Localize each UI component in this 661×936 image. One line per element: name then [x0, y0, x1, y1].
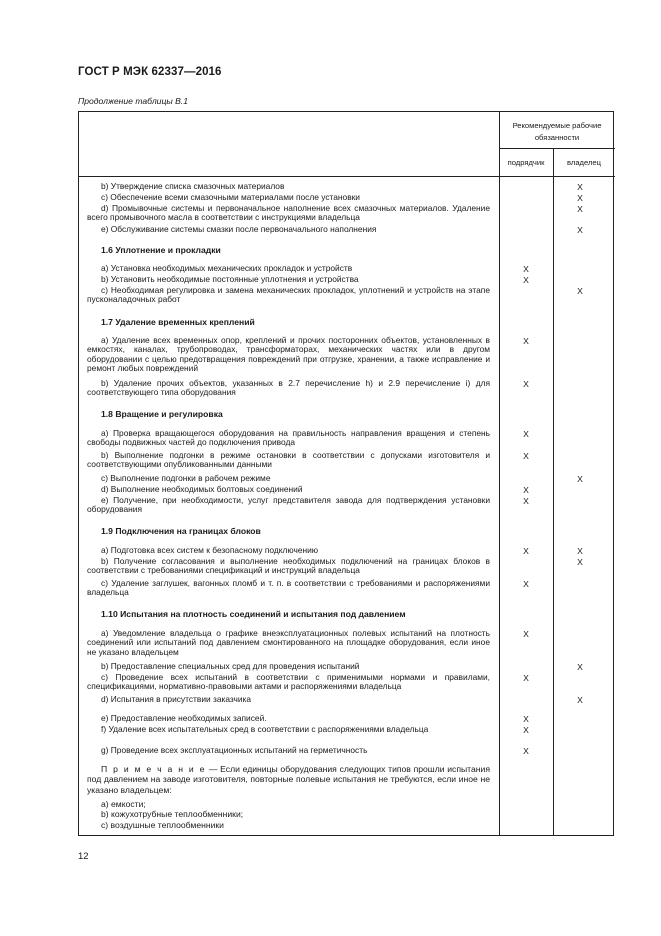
- contractor-mark: X: [523, 629, 529, 639]
- header-bottom-line: [79, 176, 615, 177]
- contractor-mark: X: [523, 746, 529, 756]
- row-text: d) Испытания в присутствии заказчика: [101, 694, 252, 704]
- contractor-mark: X: [523, 725, 529, 735]
- contractor-column-header: подрядчик: [507, 158, 545, 167]
- owner-mark: X: [577, 182, 583, 192]
- owner-mark: X: [577, 695, 583, 705]
- owner-column-header: владелец: [567, 158, 601, 167]
- column-divider: [553, 148, 554, 835]
- row-text: a) Установка необходимых механических прокладок и устройств: [101, 263, 353, 273]
- table-continuation-label: Продолжение таблицы В.1: [78, 96, 188, 106]
- row-text: b) Предоставление специальных сред для проведения испытаний: [101, 661, 360, 671]
- owner-mark: X: [577, 204, 583, 214]
- row-text: d) Выполнение необходимых болтовых соединений: [101, 484, 303, 494]
- contractor-mark: X: [523, 546, 529, 556]
- owner-mark: X: [577, 662, 583, 672]
- row-text: c) Выполнение подгонки в рабочем режиме: [101, 473, 271, 483]
- contractor-mark: X: [523, 451, 529, 461]
- document-title: ГОСТ Р МЭК 62337—2016: [78, 66, 222, 78]
- section-heading: 1.7 Удаление временных креплений: [101, 317, 255, 327]
- row-text: c) Проведение всех испытаний в соответствии с применимыми нормами и правилами, спецификациями, нормативно-правовыми актами и распоряжениями владельца: [87, 672, 490, 692]
- row-text: b) Получение согласования и выполнение необходимых подключений на границах блоков в соответствии с требованиями спецификаций и инструкций владельца: [87, 556, 490, 576]
- contractor-mark: X: [523, 485, 529, 495]
- row-text: b) Утверждение списка смазочных материалов: [101, 181, 285, 191]
- contractor-mark: X: [523, 379, 529, 389]
- owner-mark: X: [577, 474, 583, 484]
- owner-mark: X: [577, 193, 583, 203]
- owner-mark: X: [577, 557, 583, 567]
- note-body: — Если единицы оборудования следующих типов прошли испытания под давлением на заводе изготовителя, повторные полевые испытания не требуются, если иное не указано владельцем:: [87, 764, 491, 795]
- contractor-mark: X: [523, 579, 529, 589]
- note-list: [101, 799, 481, 830]
- row-text: g) Проведение всех эксплуатационных испытаний на герметичность: [101, 745, 368, 755]
- note-text: [87, 764, 490, 795]
- owner-mark: X: [577, 286, 583, 296]
- recommended-duties-header: Рекомендуемые рабочие обязанности: [512, 121, 602, 142]
- contractor-mark: X: [523, 496, 529, 506]
- row-text: a) Уведомление владельца о графике внеэксплуатационных полевых испытаний на плотность соединений или испытаний под давлением смонтированного на площадке оборудования, если иное не указано владельцем: [87, 628, 490, 657]
- owner-mark: X: [577, 225, 583, 235]
- note-label: П р и м е ч а н и е: [101, 764, 207, 774]
- page-number: 12: [78, 851, 89, 862]
- row-text: f) Удаление всех испытательных сред в соответствии с распоряжениями владельца: [101, 724, 429, 734]
- column-divider: [499, 112, 500, 835]
- row-text: c) Удаление заглушек, вагонных пломб и т. п. в соответствии с требованиями и распоряжениями владельца: [87, 578, 490, 598]
- note-list-item: c) воздушные теплообменники: [101, 819, 224, 830]
- header-divider: [499, 148, 615, 149]
- owner-mark: X: [577, 546, 583, 556]
- section-heading: 1.8 Вращение и регулировка: [101, 409, 223, 419]
- row-text: e) Предоставление необходимых записей.: [101, 713, 267, 723]
- row-text: c) Обеспечение всеми смазочными материалами после установки: [101, 192, 360, 202]
- responsibility-table: [78, 111, 614, 836]
- row-text: a) Удаление всех временных опор, креплений и прочих посторонних объектов, установленных в емкостях, каналах, трубопроводах, трансформаторах, механических частях или в другом оборудовании с целью предотвращения повреждений при отгрузке, хранении, а также исправление и ремонт любых повреждений: [87, 335, 490, 374]
- row-text: b) Установить необходимые постоянные уплотнения и устройства: [101, 274, 359, 284]
- section-heading: 1.9 Подключения на границах блоков: [101, 526, 261, 536]
- row-text: b) Выполнение подгонки в режиме остановки в соответствии с допусками изготовителя и соответствующими опубликованными данными: [87, 450, 490, 470]
- section-heading: 1.6 Уплотнение и прокладки: [101, 245, 221, 255]
- contractor-mark: X: [523, 673, 529, 683]
- row-text: a) Проверка вращающегося оборудования на правильность направления вращения и степень свободы подвижных частей до подключения привода: [87, 428, 490, 448]
- contractor-mark: X: [523, 264, 529, 274]
- row-text: a) Подготовка всех систем к безопасному подключению: [101, 545, 319, 555]
- row-text: e) Получение, при необходимости, услуг представителя завода для подтверждения установки оборудования: [87, 495, 490, 515]
- note-list-item: a) емкости;: [101, 799, 146, 809]
- contractor-mark: X: [523, 429, 529, 439]
- note-list-item: b) кожухотрубные теплообменники;: [101, 809, 244, 820]
- section-heading: 1.10 Испытания на плотность соединений и испытания под давлением: [101, 609, 406, 619]
- contractor-mark: X: [523, 714, 529, 724]
- row-text: d) Промывочные системы и первоначальное наполнение всех смазочных материалов. Удаление всего промывочного масла в соответствии с инструкциями владельца: [87, 203, 490, 223]
- row-text: c) Необходимая регулировка и замена механических прокладок, уплотнений и устройств на этапе пусконаладочных работ: [87, 285, 490, 305]
- contractor-mark: X: [523, 275, 529, 285]
- row-text: b) Удаление прочих объектов, указанных в 2.7 перечисление h) и 2.9 перечисление i) для соответствующего типа оборудования: [87, 378, 490, 398]
- contractor-mark: X: [523, 336, 529, 346]
- row-text: e) Обслуживание системы смазки после первоначального наполнения: [101, 224, 377, 234]
